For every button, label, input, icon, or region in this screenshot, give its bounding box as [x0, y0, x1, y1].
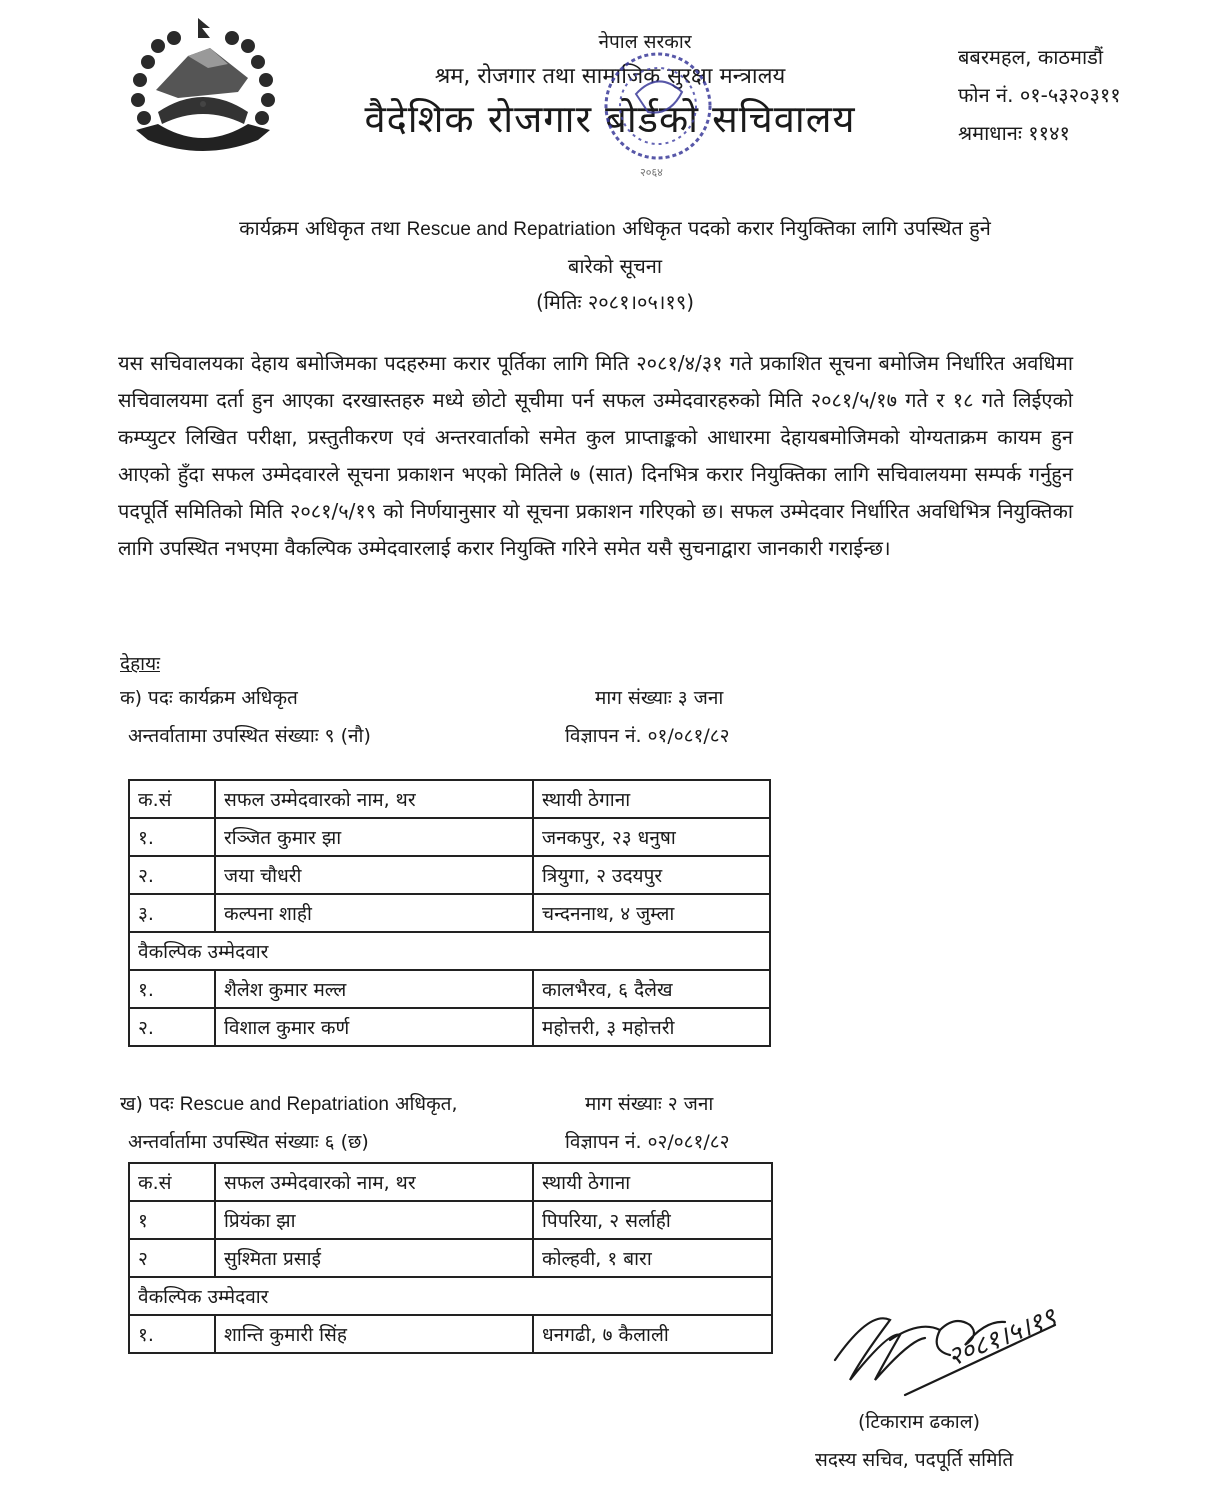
cell-address: चन्दननाथ, ४ जुम्ला [533, 894, 770, 932]
cell-name: रञ्जित कुमार झा [215, 818, 533, 856]
table-row [129, 1201, 772, 1239]
cell-sn: १. [129, 970, 215, 1008]
cell-address: धनगढी, ७ कैलाली [533, 1315, 772, 1353]
post-b-prefix: ख) पदः [120, 1093, 174, 1115]
post-b-name-english: Rescue and Repatriation [179, 1094, 389, 1115]
header-name: सफल उम्मेदवारको नाम, थर [215, 1163, 533, 1201]
table-row [129, 970, 770, 1008]
alternate-label-row [129, 932, 770, 970]
alternate-label: वैकल्पिक उम्मेदवार [129, 932, 770, 970]
post-b-demand: माग संख्याः २ जना [585, 1093, 714, 1115]
cell-sn: १. [129, 818, 215, 856]
header-address: स्थायी ठेगाना [533, 1163, 772, 1201]
cell-address: कोल्हवी, १ बारा [533, 1239, 772, 1277]
table-header-row [129, 780, 770, 818]
header-sn: क.सं [129, 780, 215, 818]
svg-text:२०६४: २०६४ [640, 166, 663, 179]
handwritten-signature-date: २०८१।५।१९ [943, 1302, 1061, 1374]
post-a-prefix: क) पदः [120, 687, 173, 709]
office-name: वैदेशिक रोजगार बोर्डको सचिवालय [364, 97, 856, 141]
post-b-advert: विज्ञापन नं. ०२/०८१/८२ [565, 1131, 730, 1153]
government-name: नेपाल सरकार [598, 31, 692, 53]
candidate-table-b [128, 1162, 773, 1354]
cell-name: कल्पना शाही [215, 894, 533, 932]
signer-title: सदस्य सचिव, पदपूर्ति समिति [815, 1449, 1014, 1471]
cell-name: विशाल कुमार कर्ण [215, 1008, 533, 1046]
title-part-1: कार्यक्रम अधिकृत तथा [239, 216, 401, 240]
title-line-2: बारेको सूचना [567, 254, 663, 278]
cell-sn: २. [129, 856, 215, 894]
table-row [129, 1239, 772, 1277]
cell-name: शान्ति कुमारी सिंह [215, 1315, 533, 1353]
alternate-label-row [129, 1277, 772, 1315]
post-a-attendance: अन्तर्वातामा उपस्थित संख्याः ९ (नौ) [128, 725, 371, 747]
cell-address: जनकपुर, २३ धनुषा [533, 818, 770, 856]
ministry-name: श्रम, रोजगार तथा सामाजिक सुरक्षा मन्त्रालय [434, 64, 786, 89]
cell-sn: २. [129, 1008, 215, 1046]
cell-sn: २ [129, 1239, 215, 1277]
cell-address: पिपरिया, २ सर्लाही [533, 1201, 772, 1239]
title-english: Rescue and Repatriation [406, 219, 616, 240]
post-a-line [120, 684, 298, 710]
post-b-name: अधिकृत, [394, 1093, 458, 1115]
header-address: स्थायी ठेगाना [533, 780, 770, 818]
cell-address: त्रियुगा, २ उदयपुर [533, 856, 770, 894]
post-a-demand: माग संख्याः ३ जना [595, 687, 724, 709]
cell-name: सुश्मिता प्रसाई [215, 1239, 533, 1277]
table-row [129, 818, 770, 856]
alternate-label: वैकल्पिक उम्मेदवार [129, 1277, 772, 1315]
cell-address: कालभैरव, ६ दैलेख [533, 970, 770, 1008]
title-part-2: अधिकृत पदको करार नियुक्तिका लागि उपस्थित हुने [622, 216, 991, 240]
contact-block [958, 38, 1121, 152]
cell-name: शैलेश कुमार मल्ल [215, 970, 533, 1008]
signer-name: (टिकाराम ढकाल) [858, 1411, 981, 1433]
post-a-advert: विज्ञापन नं. ०१/०८१/८२ [565, 725, 730, 747]
cell-name: प्रियंका झा [215, 1201, 533, 1239]
table-row [129, 1008, 770, 1046]
helpline-number: श्रमाधानः ११४१ [958, 121, 1070, 145]
post-b-line [120, 1090, 458, 1116]
cell-sn: १ [129, 1201, 215, 1239]
table-row [129, 856, 770, 894]
table-row [129, 1315, 772, 1353]
header-name: सफल उम्मेदवारको नाम, थर [215, 780, 533, 818]
candidate-table-a [128, 779, 771, 1047]
cell-sn: १. [129, 1315, 215, 1353]
notice-body: यस सचिवालयका देहाय बमोजिमका पदहरुमा करार पूर्तिका लागि मिति २०८१/४/३१ गते प्रकाशित सूचना बमोजिम निर्धारित अवधिमा सचिवालयमा दर्ता हुन आएका दरखास्तहरु मध्ये छोटो सूचीमा पर्न सफल उम्मेदवारहरुको मिति २०८१/५/१७ गते र १८ गते लिईएको कम्प्युटर लिखित परीक्षा, प्रस्तुतीकरण एवं अन्तरवार्ताको समेत कुल प्राप्ताङ्कको आधारमा देहायबमोजिमको योग्यताक्रम कायम हुन आएको हुँदा सफल उम्मेदवारले सूचना प्रकाशन भएको मितिले ७ (सात) दिनभित्र करार नियुक्तिका लागि सचिवालयमा सम्पर्क गर्नुहुन पदपूर्ति समितिको मिति २०८१/५/१९ को निर्णयानुसार यो सूचना प्रकाशन गरिएको छ। सफल उम्मेदवार निर्धारित अवधिभित्र नियुक्तिका लागि उपस्थित नभएमा वैकल्पिक उम्मेदवारलाई करार नियुक्ति गरिने समेत यसै सुचनाद्वारा जानकारी गराईन्छ। [118, 351, 1073, 560]
cell-address: महोत्तरी, ३ महोत्तरी [533, 1008, 770, 1046]
dehay-heading: देहायः [120, 653, 160, 675]
phone-number: फोन नं. ०१-५३२०३११ [958, 83, 1121, 107]
nepal-government-emblem [118, 12, 288, 162]
office-stamp [600, 36, 720, 186]
cell-name: जया चौधरी [215, 856, 533, 894]
table-row [129, 894, 770, 932]
table-header-row [129, 1163, 772, 1201]
notice-title [120, 210, 1110, 320]
address: बबरमहल, काठमाडौं [958, 45, 1104, 69]
header-sn: क.सं [129, 1163, 215, 1201]
post-a-name: कार्यक्रम अधिकृत [178, 687, 298, 709]
cell-sn: ३. [129, 894, 215, 932]
post-b-attendance: अन्तर्वार्तामा उपस्थित संख्याः ६ (छ) [128, 1131, 369, 1153]
notice-date: (मितिः २०८१।०५।१९) [535, 290, 695, 314]
